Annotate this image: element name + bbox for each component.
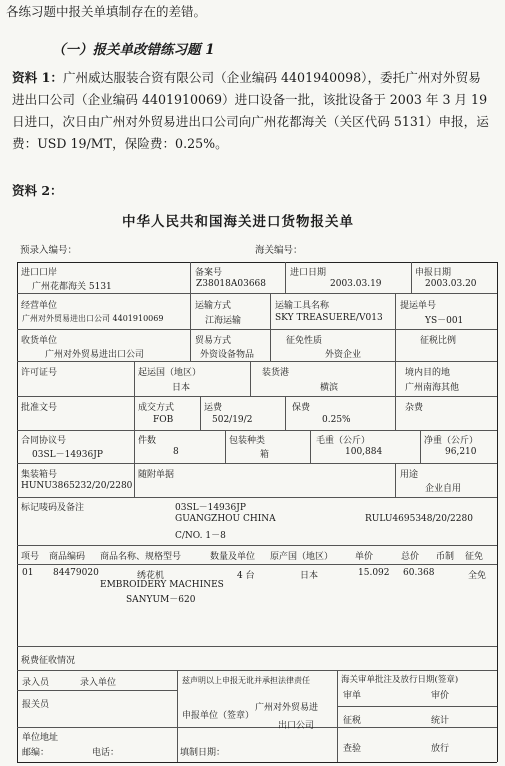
record-no-label: 备案号 [195, 268, 223, 278]
tax-levy-label: 征税 [343, 716, 362, 726]
trade-mode-label: 贸易方式 [195, 336, 232, 346]
marks-line1: 03SL－14936JP [175, 503, 246, 513]
approval-no-label: 批准文号 [21, 403, 58, 413]
pack-type-value: 箱 [260, 450, 270, 460]
goods-item: 01 [22, 568, 34, 578]
freight-label: 运费 [204, 403, 223, 413]
tax-ratio-label: 征税比例 [420, 336, 457, 346]
goods-header-code: 商品编码 [49, 552, 86, 562]
origin-country-label: 起运国（地区） [138, 368, 202, 378]
tax-nature-label: 征免性质 [286, 336, 323, 346]
goods-header-origin: 原产国（地区） [270, 552, 334, 562]
goods-total: 60.368 [403, 568, 435, 578]
import-port-label: 进口口岸 [21, 268, 58, 278]
contract-no-value: 03SL－14936JP [32, 450, 103, 460]
operator-value: 广州对外贸易进出口公司 4401910069 [22, 314, 164, 323]
intro-line: 各练习题中报关单填制存在的差错。 [6, 4, 207, 19]
goods-origin: 日本 [300, 571, 319, 581]
goods-header-name: 商品名称、规格型号 [100, 552, 182, 562]
marks-line2: GUANGZHOU CHINA [175, 514, 276, 524]
goods-header-price: 单价 [355, 552, 374, 562]
import-date-value: 2003.03.19 [330, 279, 382, 289]
section-heading: （一）报关单改错练习题 1 [52, 42, 215, 58]
license-no-label: 许可证号 [21, 368, 58, 378]
declare-date-label: 申报日期 [415, 268, 452, 278]
import-port-value: 广州花都海关 5131 [32, 282, 112, 292]
record-no-value: Z38018A03668 [196, 279, 267, 289]
insurance-label: 保费 [292, 403, 311, 413]
material2-label: 资料 2： [12, 183, 63, 198]
customs-no: 海关编号： [255, 245, 303, 256]
bill-no-value: YS－001 [425, 316, 464, 326]
packages-label: 件数 [138, 436, 157, 446]
declaration-statement: 兹声明以上申报无讹并承担法律责任 [182, 676, 310, 685]
vessel-label: 运输工具名称 [275, 301, 330, 311]
usage-value: 企业自用 [425, 484, 462, 494]
statistics-label: 统计 [431, 716, 450, 726]
declare-unit-name2: 出口公司 [278, 721, 315, 731]
declarant-label: 报关员 [22, 700, 50, 710]
declare-unit-label: 申报单位（签章） [182, 711, 255, 721]
consignee-value: 广州对外贸易进出口公司 [45, 350, 145, 360]
fill-date-label: 填制日期： [180, 748, 226, 758]
goods-header-tax: 征免 [465, 552, 484, 562]
container-no-label: 集装箱号 [21, 470, 58, 480]
goods-code: 84479020 [53, 568, 99, 578]
tax-nature-value: 外资企业 [325, 350, 362, 360]
transport-mode-value: 江海运输 [205, 316, 242, 326]
freight-value: 502/19/2 [212, 415, 253, 425]
gross-weight-value: 100,884 [345, 447, 383, 457]
pre-entry-no: 预录入编号： [20, 245, 78, 256]
goods-qty: 4 台 [237, 571, 255, 581]
goods-header-item: 项号 [21, 552, 40, 562]
pack-type-label: 包装种类 [229, 436, 266, 446]
material1-paragraph [12, 67, 490, 155]
goods-header-currency: 币制 [436, 552, 455, 562]
goods-name-en2: SANYUM－620 [126, 595, 196, 605]
inspection-label: 查验 [343, 744, 362, 754]
vessel-value: SKY TREASUERE/V013 [275, 313, 383, 323]
declare-date-value: 2003.03.20 [425, 279, 477, 289]
goods-name: 绣花机 [137, 571, 165, 581]
gross-weight-label: 毛重（公斤） [316, 436, 371, 446]
phone-label: 电话： [92, 748, 120, 758]
declare-unit-name1: 广州对外贸易进 [255, 703, 319, 713]
review-label: 审单 [343, 691, 362, 701]
release-label: 放行 [431, 744, 450, 754]
destination-label: 境内目的地 [405, 368, 451, 378]
misc-fee-label: 杂费 [405, 403, 424, 413]
consignee-label: 收货单位 [21, 336, 58, 346]
goods-header-qty: 数量及单位 [210, 552, 256, 562]
loading-port-label: 装货港 [262, 368, 290, 378]
goods-price: 15.092 [358, 568, 390, 578]
import-date-label: 进口日期 [290, 268, 327, 278]
tax-status-label: 税费征收情况 [21, 656, 76, 666]
postcode-label: 邮编： [22, 748, 50, 758]
loading-port-value: 横滨 [320, 383, 339, 393]
container-no-value: HUNU3865232/20/2280 [21, 481, 133, 491]
entry-clerk-label: 录入员 [22, 678, 50, 688]
marks-label: 标记唛码及备注 [21, 503, 85, 513]
destination-value: 广州南海其他 [405, 383, 460, 393]
contract-no-label: 合同协议号 [21, 436, 67, 446]
goods-tax: 全免 [468, 571, 487, 581]
goods-header-total: 总价 [401, 552, 420, 562]
trade-mode-value: 外资设备物品 [200, 350, 255, 360]
transport-mode-label: 运输方式 [195, 301, 232, 311]
marks-line3: C/NO. 1－8 [175, 531, 226, 541]
material1-label: 资料 1： [12, 70, 63, 85]
packages-value: 8 [173, 447, 179, 457]
origin-country-value: 日本 [172, 383, 191, 393]
material1-text: 广州威达服装合资有限公司（企业编码 4401940098），委托广州对外贸易进出口公司（企业编码 4401910069）进口设备一批，该批设备于 2003 年 3 月 19 日进口，次日由广州对外贸易进出口公司向广州花都海关（关区代码 5131）申报，运费：USD 19/MT，保险费：0.25%。 [12, 70, 489, 151]
unit-address-label: 单位地址 [22, 733, 59, 743]
deal-mode-label: 成交方式 [138, 403, 175, 413]
entry-unit-label: 录入单位 [80, 678, 117, 688]
operator-label: 经营单位 [21, 301, 58, 311]
price-review-label: 审价 [431, 691, 450, 701]
marks-line2b: RULU4695348/20/2280 [365, 514, 473, 524]
goods-name-en1: EMBROIDERY MACHINES [100, 580, 224, 590]
insurance-value: 0.25% [322, 415, 351, 425]
net-weight-value: 96,210 [445, 447, 477, 457]
form-title: 中华人民共和国海关进口货物报关单 [122, 214, 354, 230]
net-weight-label: 净重（公斤） [424, 436, 479, 446]
bill-no-label: 提运单号 [400, 301, 437, 311]
attached-docs-label: 随附单据 [138, 470, 175, 480]
customs-approval-label: 海关审单批注及放行日期(签章) [341, 675, 459, 685]
deal-mode-value: FOB [153, 415, 174, 425]
usage-label: 用途 [400, 470, 419, 480]
